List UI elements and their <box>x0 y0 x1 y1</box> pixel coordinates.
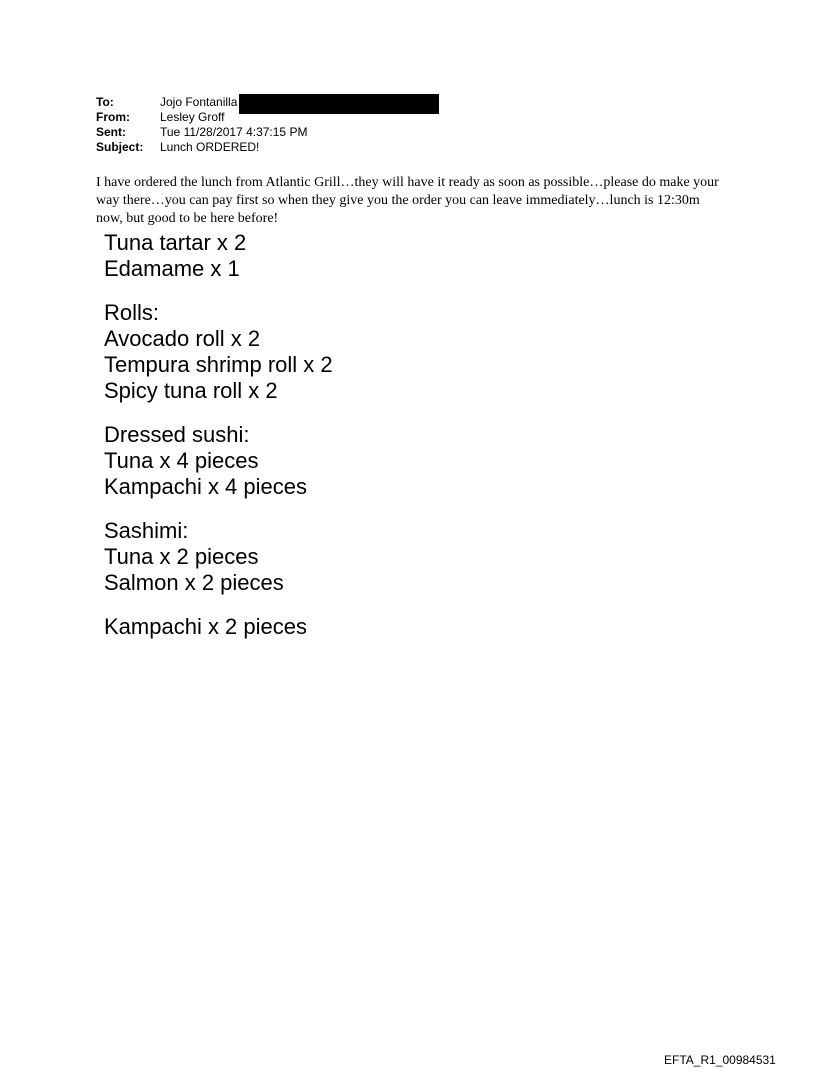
rolls-group <box>104 300 333 404</box>
order-item: Tempura shrimp roll x 2 <box>104 352 333 377</box>
order-item: Tuna tartar x 2 <box>104 230 247 255</box>
subject-value: Lunch ORDERED! <box>160 140 260 154</box>
sent-row <box>96 125 439 140</box>
order-list <box>104 230 333 658</box>
order-item: Tuna x 2 pieces <box>104 544 259 569</box>
order-item: Avocado roll x 2 <box>104 326 261 351</box>
subject-label: Subject: <box>96 140 144 154</box>
order-item: Tuna x 4 pieces <box>104 448 259 473</box>
to-row <box>96 95 439 110</box>
order-item: Kampachi x 2 pieces <box>104 614 307 639</box>
dressed-sushi-group <box>104 422 333 500</box>
sent-value: Tue 11/28/2017 4:37:15 PM <box>160 125 308 139</box>
extra-group <box>104 614 333 640</box>
from-label: From: <box>96 110 130 124</box>
sashimi-group <box>104 518 333 596</box>
sent-label: Sent: <box>96 125 126 139</box>
order-item: Kampachi x 4 pieces <box>104 474 307 499</box>
section-heading-rolls: Rolls: <box>104 300 160 325</box>
to-value: Jojo Fontanilla <box>160 95 238 109</box>
order-item: Spicy tuna roll x 2 <box>104 378 278 403</box>
to-label: To: <box>96 95 114 109</box>
section-heading-dressed-sushi: Dressed sushi: <box>104 422 250 447</box>
order-item: Salmon x 2 pieces <box>104 570 284 595</box>
document-id: EFTA_R1_00984531 <box>664 1053 776 1067</box>
from-value: Lesley Groff <box>160 110 225 124</box>
email-header <box>96 95 439 155</box>
section-heading-sashimi: Sashimi: <box>104 518 189 543</box>
redaction-block <box>239 94 439 114</box>
order-item: Edamame x 1 <box>104 256 240 281</box>
email-intro: I have ordered the lunch from Atlantic Grill…they will have it ready as soon as possible…please do make your way there…you can pay first so when they give you the order you can leave immediately…lunch is 12:30m now, but good to be here before! <box>96 175 719 226</box>
to-value-wrap <box>160 95 439 110</box>
starters-group <box>104 230 333 282</box>
subject-row <box>96 140 439 155</box>
